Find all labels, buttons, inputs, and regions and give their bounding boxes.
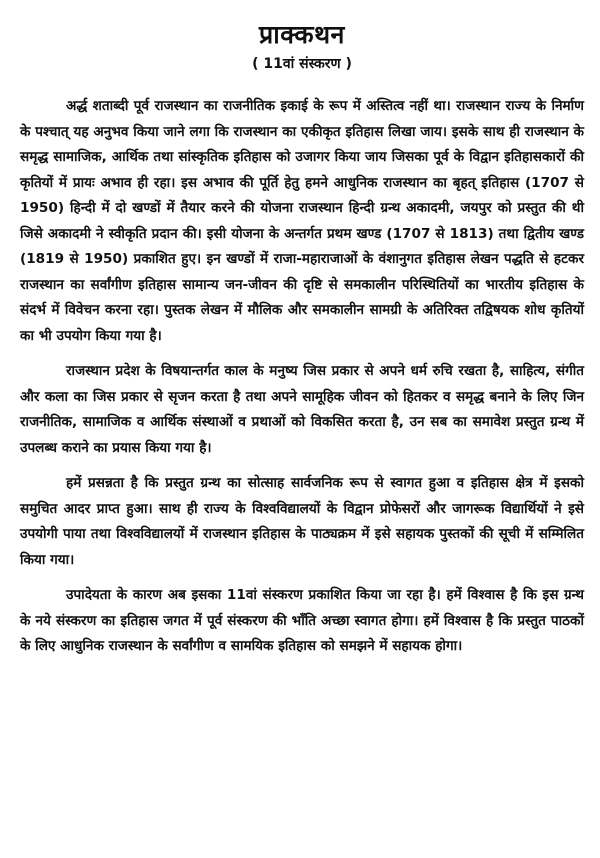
edition-subtitle: ( 11वां संस्करण ): [252, 56, 352, 72]
paragraph-1: अर्द्ध शताब्दी पूर्व राजस्थान का राजनीतिक इकाई के रूप में अस्तित्व नहीं था। राजस्थान राज्य के निर्माण के पश्चात् यह अनुभव किया जाने लगा कि राजस्थान का एकीकृत इतिहास लिखा जाय। इसके साथ ही राजस्थान के समृद्ध सामाजिक, आर्थिक तथा सांस्कृतिक इतिहास को उजागर किया जाय जिसका पूर्व के विद्वान इतिहासकारों की कृतियों में प्रायः अभाव ही रहा। इस अभाव की पूर्ति हेतु हमने आधुनिक राजस्थान का बृहत् इतिहास (1707 से 1950) हिन्दी में दो खण्डों में तैयार करने की योजना राजस्थान हिन्दी ग्रन्थ अकादमी, जयपुर को प्रस्तुत की थी जिसे अकादमी ने स्वीकृति प्रदान की। इसी योजना के अन्तर्गत प्रथम खण्ड (1707 से 1813) तथा द्वितीय खण्ड (1819 से 1950) प्रकाशित हुए। इन खण्डों में राजा-महाराजाओं के वंशानुगत इतिहास लेखन पद्धति से हटकर राजस्थान का सर्वांगीण इतिहास सामान्य जन-जीवन की दृष्टि से समकालीन परिस्थितियों का भारतीय इतिहास के संदर्भ में विवेचन करना रहा। पुस्तक लेखन में मौलिक और समकालीन सामग्री के अतिरिक्त तद्विषयक शोध कृतियों का भी उपयोग किया गया है।: [20, 98, 584, 344]
paragraph-4: उपादेयता के कारण अब इसका 11वां संस्करण प्रकाशित किया जा रहा है। हमें विश्वास है कि इस ग्रन्थ के नये संस्करण का इतिहास जगत में पूर्व संस्करण की भाँति अच्छा स्वागत होगा। हमें विश्वास है कि प्रस्तुत पाठकों के लिए आधुनिक राजस्थान के सर्वांगीण व सामयिक इतिहास को समझने में सहायक होगा।: [20, 587, 584, 654]
paragraph-2: राजस्थान प्रदेश के विषयान्तर्गत काल के मनुष्य जिस प्रकार से अपने धर्म रुचि रखता है, साहित्य, संगीत और कला का जिस प्रकार से सृजन करता है तथा अपने सामूहिक जीवन को हितकर व समृद्ध बनाने के लिए जिन राजनीतिक, सामाजिक व आर्थिक संस्थाओं व प्रथाओं को विकसित करता है, उन सब का समावेश प्रस्तुत ग्रन्थ में उपलब्ध कराने का प्रयास किया गया है।: [20, 363, 584, 456]
page-title: प्राक्कथन: [259, 20, 345, 49]
paragraph-3: हमें प्रसन्नता है कि प्रस्तुत ग्रन्थ का सोत्साह सार्वजनिक रूप से स्वागत हुआ व इतिहास क्षेत्र में इसको समुचित आदर प्राप्त हुआ। साथ ही राज्य के विश्वविद्यालयों के विद्वान प्रोफेसरों और जागरूक विद्यार्थियों ने इसे उपयोगी पाया तथा विश्वविद्यालयों में राजस्थान इतिहास के पाठ्यक्रम में इसे सहायक पुस्तकों की सूची में सम्मिलित किया गया।: [20, 475, 584, 568]
